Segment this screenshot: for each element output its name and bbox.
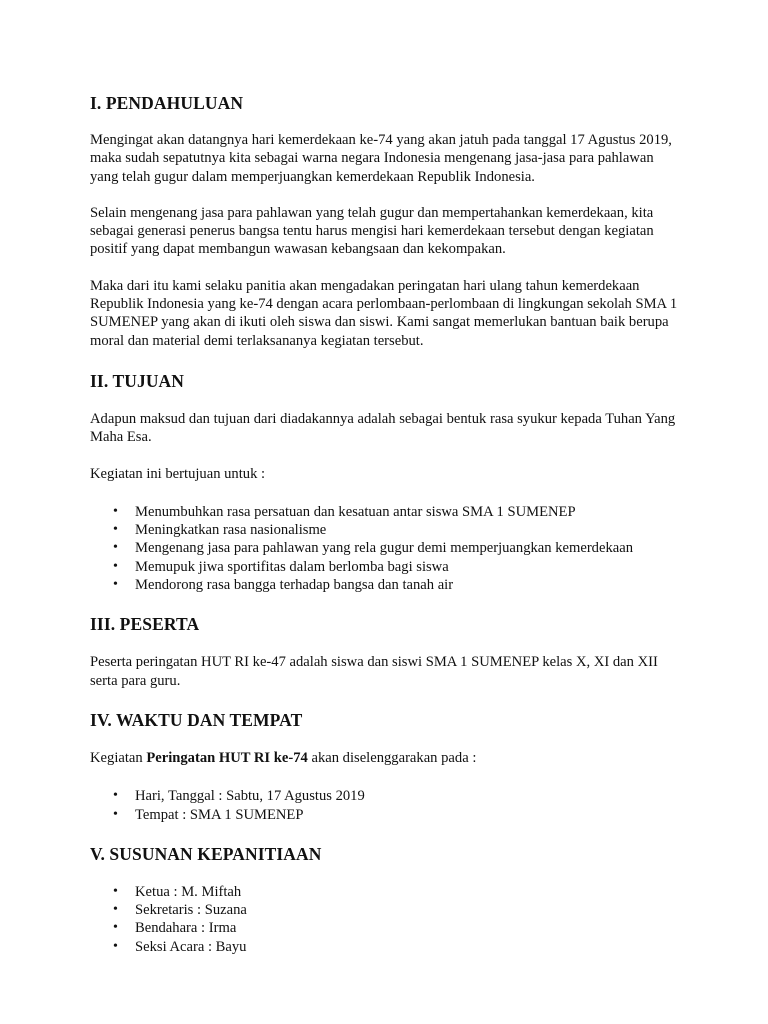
section-waktu-tempat	[90, 709, 680, 824]
section-heading: III. PESERTA	[90, 614, 200, 635]
intro-text: akan diselenggarakan pada :	[307, 749, 477, 766]
intro-bold-text: Peringatan HUT RI ke-74	[146, 749, 308, 766]
paragraph: Selain mengenang jasa para pahlawan yang telah gugur dan mempertahankan kemerdekaan, kita sebagai generasi penerus bangsa tentu harus mengisi hari kemerdekaan tersebut dengan kegiatan positif yang dapat membangun wawasan kebangsaan dan kekompakan.	[90, 204, 654, 258]
list-item: • Menumbuhkan rasa persatuan dan kesatuan antar siswa SMA 1 SUMENEP	[90, 503, 680, 521]
section-heading: V. SUSUNAN KEPANITIAAN	[90, 843, 322, 864]
paragraph: Peserta peringatan HUT RI ke-47 adalah siswa dan siswi SMA 1 SUMENEP kelas X, XI dan XII serta para guru.	[90, 654, 658, 689]
section-tujuan	[90, 370, 680, 594]
list-item: • Meningkatkan rasa nasionalisme	[90, 521, 680, 539]
paragraph: Kegiatan ini bertujuan untuk :	[90, 465, 266, 482]
list-item: • Tempat : SMA 1 SUMENEP	[90, 806, 680, 824]
list-item: • Hari, Tanggal : Sabtu, 17 Agustus 2019	[90, 787, 680, 805]
section-pendahuluan	[90, 92, 680, 350]
list-item: • Memupuk jiwa sportifitas dalam berlomba bagi siswa	[90, 558, 680, 576]
paragraph: Maka dari itu kami selaku panitia akan mengadakan peringatan hari ulang tahun kemerdekaan Republik Indonesia yang ke-74 dengan acara perlombaan-perlombaan di lingkungan sekolah SMA 1 SUMENEP yang akan di ikuti oleh siswa dan siswi. Kami sangat memerlukan bantuan baik berupa moral dan material demi terlaksananya kegiatan tersebut.	[90, 277, 678, 349]
section-heading: II. TUJUAN	[90, 370, 185, 391]
list-item: • Ketua : M. Miftah	[90, 883, 680, 901]
list-item: • Mengenang jasa para pahlawan yang rela gugur demi memperjuangkan kemerdekaan	[90, 539, 680, 557]
paragraph	[90, 749, 680, 767]
section-heading: I. PENDAHULUAN	[90, 93, 244, 113]
bullet-list-waktu	[90, 787, 680, 824]
list-item: • Sekretaris : Suzana	[90, 901, 680, 919]
paragraph: Adapun maksud dan tujuan dari diadakannya adalah sebagai bentuk rasa syukur kepada Tuhan Yang Maha Esa.	[90, 410, 676, 446]
paragraph: Mengingat akan datangnya hari kemerdekaan ke-74 yang akan jatuh pada tanggal 17 Agustus 2019, maka sudah sepatutnya kita sebagai warna negara Indonesia mengenang jasa-jasa para pahlawan yang telah gugur dalam memperjuangkan kemerdekaan Republik Indonesia.	[90, 132, 672, 185]
list-item: • Seksi Acara : Bayu	[90, 938, 680, 956]
list-item: • Bendahara : Irma	[90, 919, 680, 937]
bullet-list-kepanitiaan	[90, 883, 680, 956]
document-content	[90, 92, 680, 956]
list-item: • Mendorong rasa bangga terhadap bangsa dan tanah air	[90, 576, 680, 594]
section-peserta	[90, 613, 680, 690]
section-heading: IV. WAKTU DAN TEMPAT	[90, 709, 303, 730]
intro-text: Kegiatan	[90, 749, 147, 766]
bullet-list-tujuan	[90, 503, 680, 594]
section-kepanitiaan	[90, 843, 680, 956]
